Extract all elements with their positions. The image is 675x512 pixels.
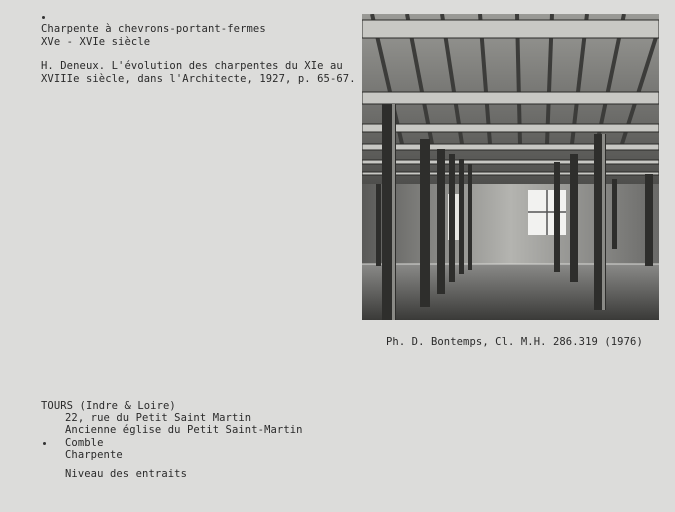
- title-line-2: XVe - XVIe siècle: [41, 36, 151, 48]
- bullet-mark-bottom: [43, 442, 46, 445]
- attic-framework-photo: [362, 14, 659, 320]
- bullet-mark-top: [42, 16, 45, 19]
- photo-credit: Ph. D. Bontemps, Cl. M.H. 286.319 (1976): [386, 336, 643, 348]
- location-address: 22, rue du Petit Saint Martin: [65, 412, 252, 424]
- reference-line-2: XVIIIe siècle, dans l'Architecte, 1927, p. 65-67.: [41, 73, 356, 85]
- location-city: TOURS (Indre & Loire): [41, 400, 176, 412]
- location-level: Niveau des entraits: [65, 468, 188, 480]
- location-element: Charpente: [65, 449, 123, 461]
- reference-line-1: H. Deneux. L'évolution des charpentes du XIe au: [41, 60, 343, 72]
- title-line-1: Charpente à chevrons-portant-fermes: [41, 23, 266, 35]
- location-building: Ancienne église du Petit Saint-Martin: [65, 424, 303, 436]
- location-part: Comble: [65, 437, 104, 449]
